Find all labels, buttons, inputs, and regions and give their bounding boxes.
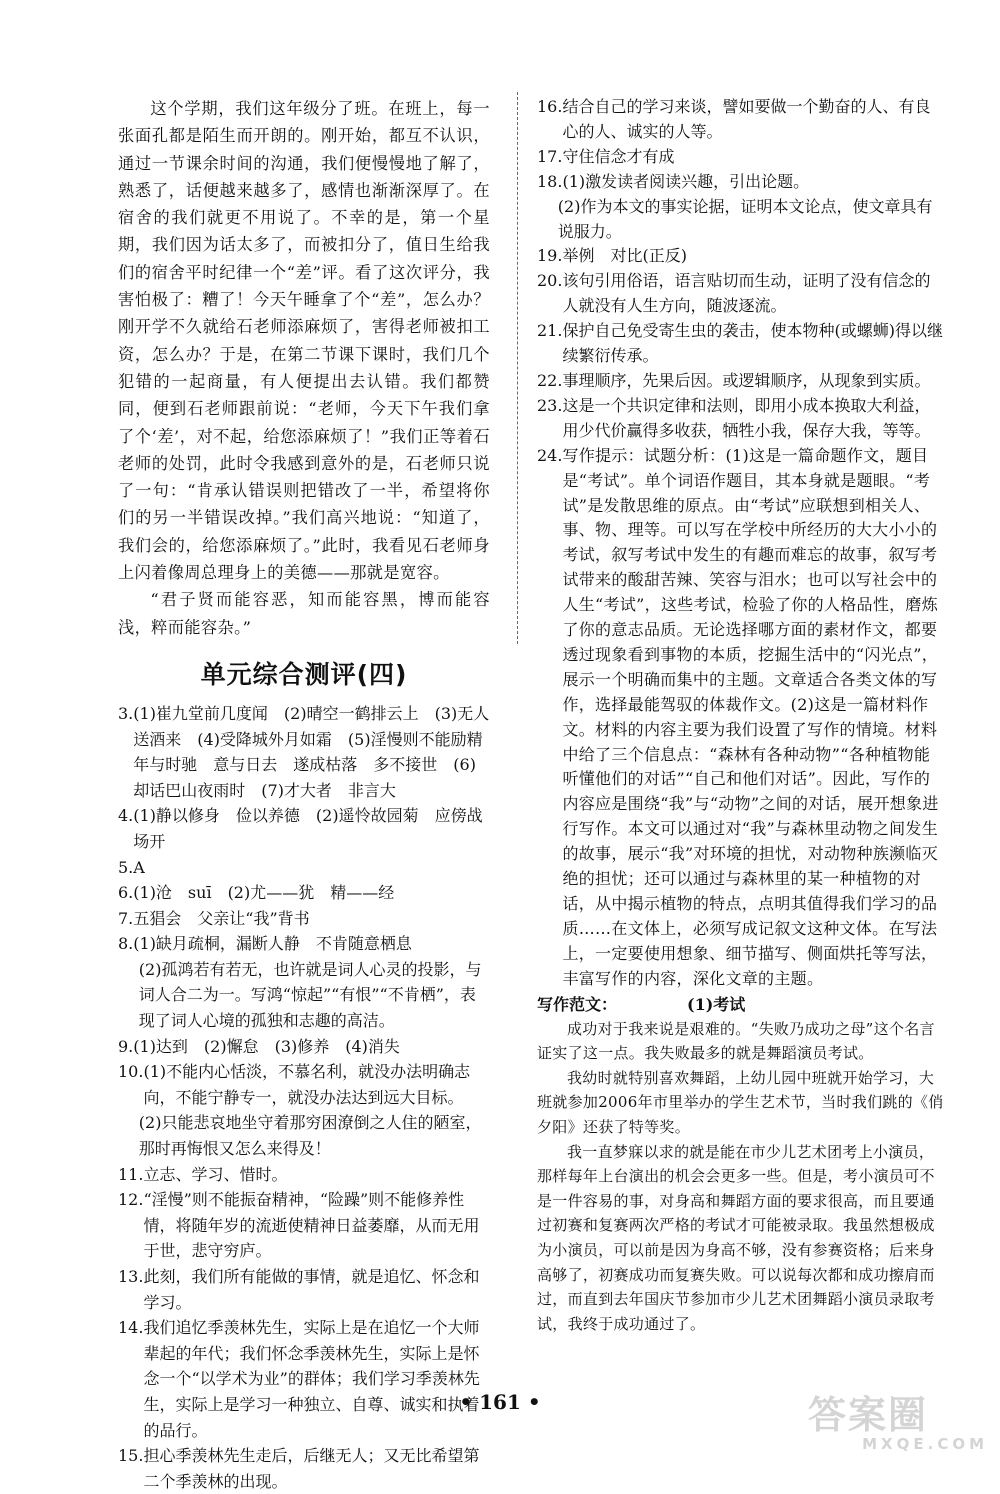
sample-paragraph: 我一直梦寐以求的就是能在市少儿艺术团考上小演员，那样每年上台演出的机会会更多一些。但是，考小演员可不是一件容易的事，对身高和舞蹈方面的要求很高，而且要通过初赛和复赛两次严格的考试才可能被录取。我虽然想极成为小演员，可以前是因为身高不够，没有参赛资格；后来身高够了，初赛成功而复赛失败。可以说每次都和成功擦肩而过，而直到去年国庆节参加市少儿艺术团舞蹈小演员录取考试，我终于成功通过了。 (537, 1142, 935, 1333)
answer-item (118, 957, 490, 1034)
answer-number (537, 195, 558, 245)
answer-text: (1)崔九堂前几度闻 (2)晴空一鹤排云上 (3)无人送酒来 (4)受降城外月如霜 (5)淫慢则不能励精 年与时驰 意与日去 遂成枯落 多不接世 (6)却话巴山夜雨时 (7)才大者 非言大 (133, 703, 499, 800)
essay-paragraph: 这个学期，我们这年级分了班。在班上，每一张面孔都是陌生而开朗的。刚开始，都互不认识，通过一节课余时间的沟通，我们便慢慢地了解了，熟悉了，话便越来越多了，感情也渐渐深厚了。在宿舍的我们就更不用说了。不幸的是，第一个星期，我们因为话太多了，而被扣分了，值日生给我们的宿舍平时纪律一个“差”评。看了这次评分，我害怕极了：糟了！今天午睡拿了个“差”，怎么办？刚开学不久就给石老师添麻烦了，害得老师被扣工资，怎么办？于是，在第二节课下课时，我们几个犯错的一起商量，有人便提出去认错。我们都赞同，便到石老师跟前说：“老师，今天下午我们拿了个‘差’，对不起，给您添麻烦了！”我们正等着石老师的处罚，此时令我感到意外的是，石老师只说了一句：“肯承认错误则把错改了一半，希望将你们的另一半错误改掉。”我们高兴地说：“知道了，我们会的，给您添麻烦了。”此时，我看见石老师身上闪着像周总理身上的美德——那就是宽容。 (118, 99, 490, 583)
answer-number: 17. (537, 146, 563, 166)
answer-item (118, 906, 490, 932)
answer-item (118, 1162, 490, 1188)
answer-number: 21. (537, 321, 563, 341)
answer-item (118, 1264, 490, 1315)
answer-item (118, 1315, 490, 1443)
answer-number: 7. (118, 908, 134, 928)
writing-tip-text: 写作提示：试题分析：(1)这是一篇命题作文，题目是“考试”。单个词语作题目，其本身就是题眼。“考试”是发散思维的原点。由“考试”应联想到相关人、事、物、理等。可以写在学校中所经历的大大小小的考试，叙写考试中发生的有趣而难忘的故事，叙写考试带来的酸甜苦辣、笑容与泪水；也可以写社会中的人生“考试”，这些考试，检验了你的人格品性，磨炼了你的意志品质。无论选择哪方面的素材作文，都要透过现象看到事物的本质，挖掘生活中的“闪光点”，展示一个明确而集中的主题。文章适合各类文体的写作，选择最能驾驭的体裁作文。(2)这是一篇材料作文。材料的内容主要为我们设置了写作的情境。材料中给了三个信息点：“森林有各种动物”“各种植物能听懂他们的对话”“自己和他们对话”。因此，写作的内容应是围绕“我”与“动物”之间的对话，展开想象进行写作。本文可以通过对“我”与森林里动物之间发生的故事，展示“我”对环境的担忧，对动物种族濒临灭绝的担忧；还可以通过与森林里的某一种植物的对话，从中揭示植物的特点，点明其值得我们学习的品质……在文体上，必须写成记叙文这种文体。在写法上，一定要使用想象、细节描写、侧面烘托等写法，丰富写作的内容，深化文章的主题。 (562, 445, 939, 988)
answer-text: 五猖会 父亲让“我”背书 (133, 908, 310, 928)
answer-item (537, 195, 945, 245)
answer-number: 24. (537, 445, 563, 465)
answer-item (118, 880, 490, 906)
answer-item (537, 95, 945, 145)
answer-text: 这是一个共识定律和法则，即用小成本换取大利益，用少代价赢得多收获，牺牲小我，保存大我，等等。 (562, 395, 931, 440)
answer-text: (1)沧 suī (2)尤——犹 精——经 (133, 883, 395, 903)
answer-item (537, 244, 945, 269)
answer-list-left (118, 701, 499, 1494)
answer-text: A (133, 857, 145, 877)
answer-number: 9. (118, 1036, 134, 1056)
answer-item (537, 269, 945, 319)
answer-number (118, 957, 139, 1034)
answer-number: 16. (537, 97, 563, 116)
answer-number: 6. (118, 883, 134, 903)
essay-quote: “君子贤而能容恶，知而能容黑，博而能容浅，粹而能容杂。” (118, 590, 490, 637)
answer-number: 8. (118, 934, 134, 954)
sample-essay (537, 1017, 945, 1337)
left-column (118, 95, 499, 1494)
answer-item (537, 394, 945, 444)
sample-paragraph: 成功对于我来说是艰难的。“失败乃成功之母”这个名言证实了这一点。我失败最多的就是舞蹈演员考试。 (537, 1019, 935, 1063)
answer-text: (1)不能内心恬淡，不慕名利，就没办法明确志向，不能宁静专一，就没办法达到远大目标。 (143, 1062, 471, 1107)
essay-excerpt (118, 95, 490, 641)
answer-text: (1)缺月疏桐，漏断人静 不肯随意栖息 (133, 934, 412, 954)
answer-text: 担心季羡林先生走后，后继无人；又无比希望第二个季羡林的出现。 (143, 1446, 480, 1491)
answer-item (118, 1034, 490, 1060)
answer-text: “淫慢”则不能振奋精神，“险躁”则不能修养性情，将随年岁的流逝使精神日益萎靡，从而无用于世，悲守穷庐。 (143, 1190, 480, 1261)
answer-number: 5. (118, 857, 134, 877)
answer-text: 立志、学习、惜时。 (143, 1164, 288, 1184)
answer-item (118, 1187, 490, 1264)
answer-item (537, 145, 945, 170)
answer-number: 14. (118, 1318, 144, 1338)
answer-item (118, 931, 490, 957)
answer-text: 该句引用俗语，语言贴切而生动，证明了没有信念的人就没有人生方向，随波逐流。 (562, 271, 931, 316)
page-number: • 161 • (459, 1390, 541, 1414)
answer-number: 23. (537, 395, 563, 415)
answer-text: (2)作为本文的事实论据，证明本文论点，使文章具有说服力。 (557, 196, 933, 241)
answer-number: 11. (118, 1164, 144, 1184)
column-divider (517, 92, 519, 644)
answer-number: 22. (537, 370, 563, 390)
sample-heading (537, 992, 945, 1017)
watermark-url: MXQE.COM (862, 1435, 988, 1453)
answer-text: (2)只能悲哀地坐守着那穷困潦倒之人住的陋室，那时再悔恨又怎么来得及！ (138, 1113, 482, 1159)
answer-item (118, 1059, 490, 1110)
sample-label: 写作范文： (537, 994, 618, 1014)
answer-number: 10. (118, 1062, 144, 1082)
section-title: 单元综合测评(四) (200, 659, 408, 689)
answer-number: 19. (537, 246, 563, 266)
answer-text: (1)达到 (2)懈怠 (3)修养 (4)消失 (133, 1036, 400, 1056)
answer-text: 结合自己的学习来谈，譬如要做一个勤奋的人、有良心的人、诚实的人等。 (562, 97, 931, 141)
watermark-logo (808, 1393, 988, 1453)
answer-text: 举例 对比(正反) (562, 246, 687, 266)
watermark-text: 答案圈 (808, 1393, 929, 1437)
answer-text: (1)静以修身 俭以养德 (2)遥怜故园菊 应傍战场开 (133, 806, 483, 851)
answer-text: (1)激发读者阅读兴趣，引出论题。 (562, 171, 810, 191)
answer-item (118, 1110, 490, 1161)
answer-text: 守住信念才有成 (562, 146, 675, 166)
answer-item (537, 369, 945, 394)
answer-number (118, 1110, 139, 1161)
answer-item (537, 319, 945, 369)
answer-item (537, 170, 945, 195)
answer-item (118, 803, 490, 854)
answer-text: (2)孤鸿若有若无，也许就是词人心灵的投影，与词人合二为一。写鸿“惊起”“有恨”“不肯栖”，表现了词人心境的孤独和志趣的高洁。 (138, 959, 482, 1031)
answer-number: 13. (118, 1267, 144, 1286)
answer-list-right (537, 95, 945, 444)
answer-number: 4. (118, 806, 134, 826)
answer-number: 20. (537, 271, 563, 291)
writing-tip (537, 444, 945, 992)
sample-title: (1)考试 (687, 994, 746, 1014)
answer-number: 12. (118, 1190, 144, 1210)
answer-number: 18. (537, 171, 563, 191)
answer-text: 事理顺序，先果后因。或逻辑顺序，从现象到实质。 (562, 370, 931, 390)
answer-text: 我们追忆季羡林先生，实际上是在追忆一个大师辈起的年代；我们怀念季羡林先生，实际上是怀念一个“以学术为业”的群体；我们学习季羡林先生，实际上是学习一种独立、自尊、诚实和执着的品行。 (143, 1318, 480, 1440)
answer-text: 保护自己免受寄生虫的袭击，使本物种(或螺蛳)得以继续繁衍传承。 (562, 321, 943, 366)
answer-item (118, 1443, 490, 1494)
answer-text: 此刻，我们所有能做的事情，就是追忆、怀念和学习。 (143, 1267, 480, 1312)
sample-paragraph: 我幼时就特别喜欢舞蹈，上幼儿园中班就开始学习，大班就参加2006年市里举办的学生艺术节，当时我们跳的《俏夕阳》还获了特等奖。 (537, 1068, 944, 1136)
answer-number: 15. (118, 1446, 144, 1466)
answer-item (118, 701, 499, 803)
answer-number: 3. (118, 703, 134, 723)
right-column (537, 95, 945, 1336)
answer-item (118, 855, 490, 881)
